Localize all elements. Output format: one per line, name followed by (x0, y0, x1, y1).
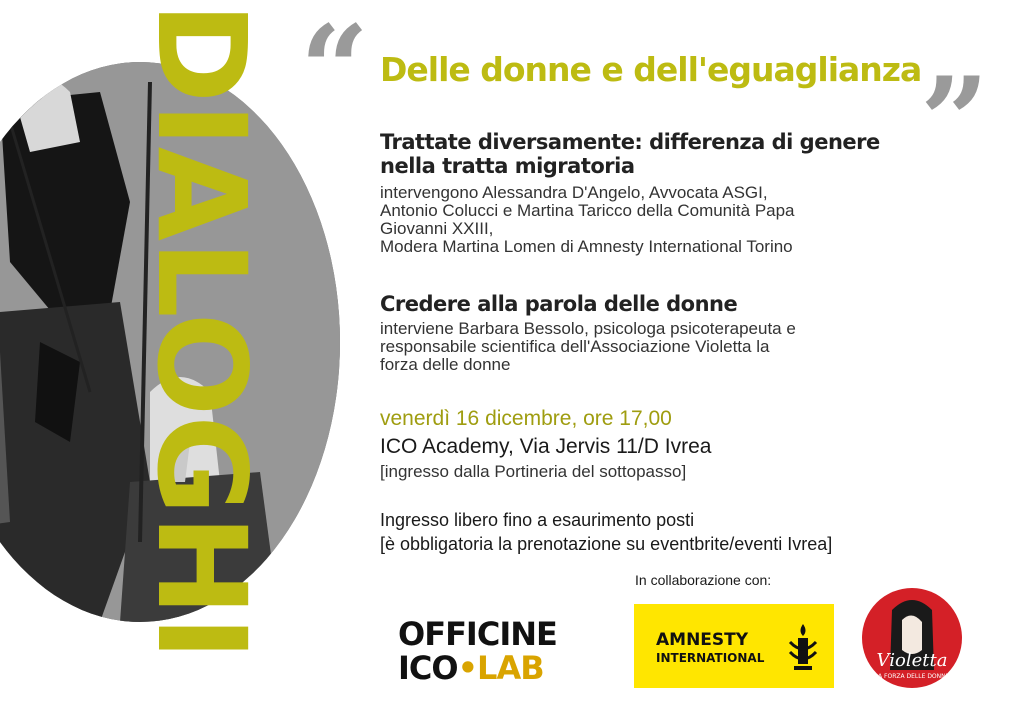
talk-1 (380, 130, 990, 256)
quote-open-icon: “ (300, 0, 370, 140)
event-details (380, 405, 711, 483)
entry-info (380, 508, 832, 556)
amnesty-logo: AMNESTY INTERNATIONAL (634, 604, 834, 688)
entry-booking: [è obbligatoria la prenotazione su eventbrite/eventi Ivrea] (380, 534, 833, 554)
talk-2 (380, 292, 990, 374)
talk-title: Credere alla parola delle donne (380, 292, 738, 316)
talk-speakers: intervengono Alessandra D'Angelo, Avvocata ASGI, Antonio Colucci e Martina Taricco della Comunità Papa Giovanni XXIII, Modera Martina Lomen di Amnesty International Torino (380, 183, 795, 256)
officine-ico-lab-logo: OFFICINE ICO•LAB (398, 615, 557, 687)
talk-title: Trattate diversamente: differenza di genere nella tratta migratoria (380, 130, 880, 178)
event-entrance: [ingresso dalla Portineria del sottopasso] (380, 462, 687, 481)
event-venue: ICO Academy, Via Jervis 11/D Ivrea (380, 435, 712, 458)
quote-close-icon: ” (920, 51, 990, 192)
svg-text:Violetta: Violetta (876, 650, 948, 671)
event-datetime: venerdì 16 dicembre, ore 17,00 (380, 407, 672, 430)
entry-free: Ingresso libero fino a esaurimento posti (380, 510, 695, 530)
talk-speakers: interviene Barbara Bessolo, psicologa psicoterapeuta e responsabile scientifica dell'Associazione Violetta la forza delle donne (380, 319, 796, 374)
headline: Delle donne e dell'eguaglianza (380, 50, 922, 89)
candle-icon (786, 622, 820, 674)
collaboration-label: In collaborazione con: (635, 572, 772, 588)
svg-text:LA FORZA DELLE DONNE: LA FORZA DELLE DONNE (874, 673, 950, 680)
violetta-logo (862, 580, 962, 690)
